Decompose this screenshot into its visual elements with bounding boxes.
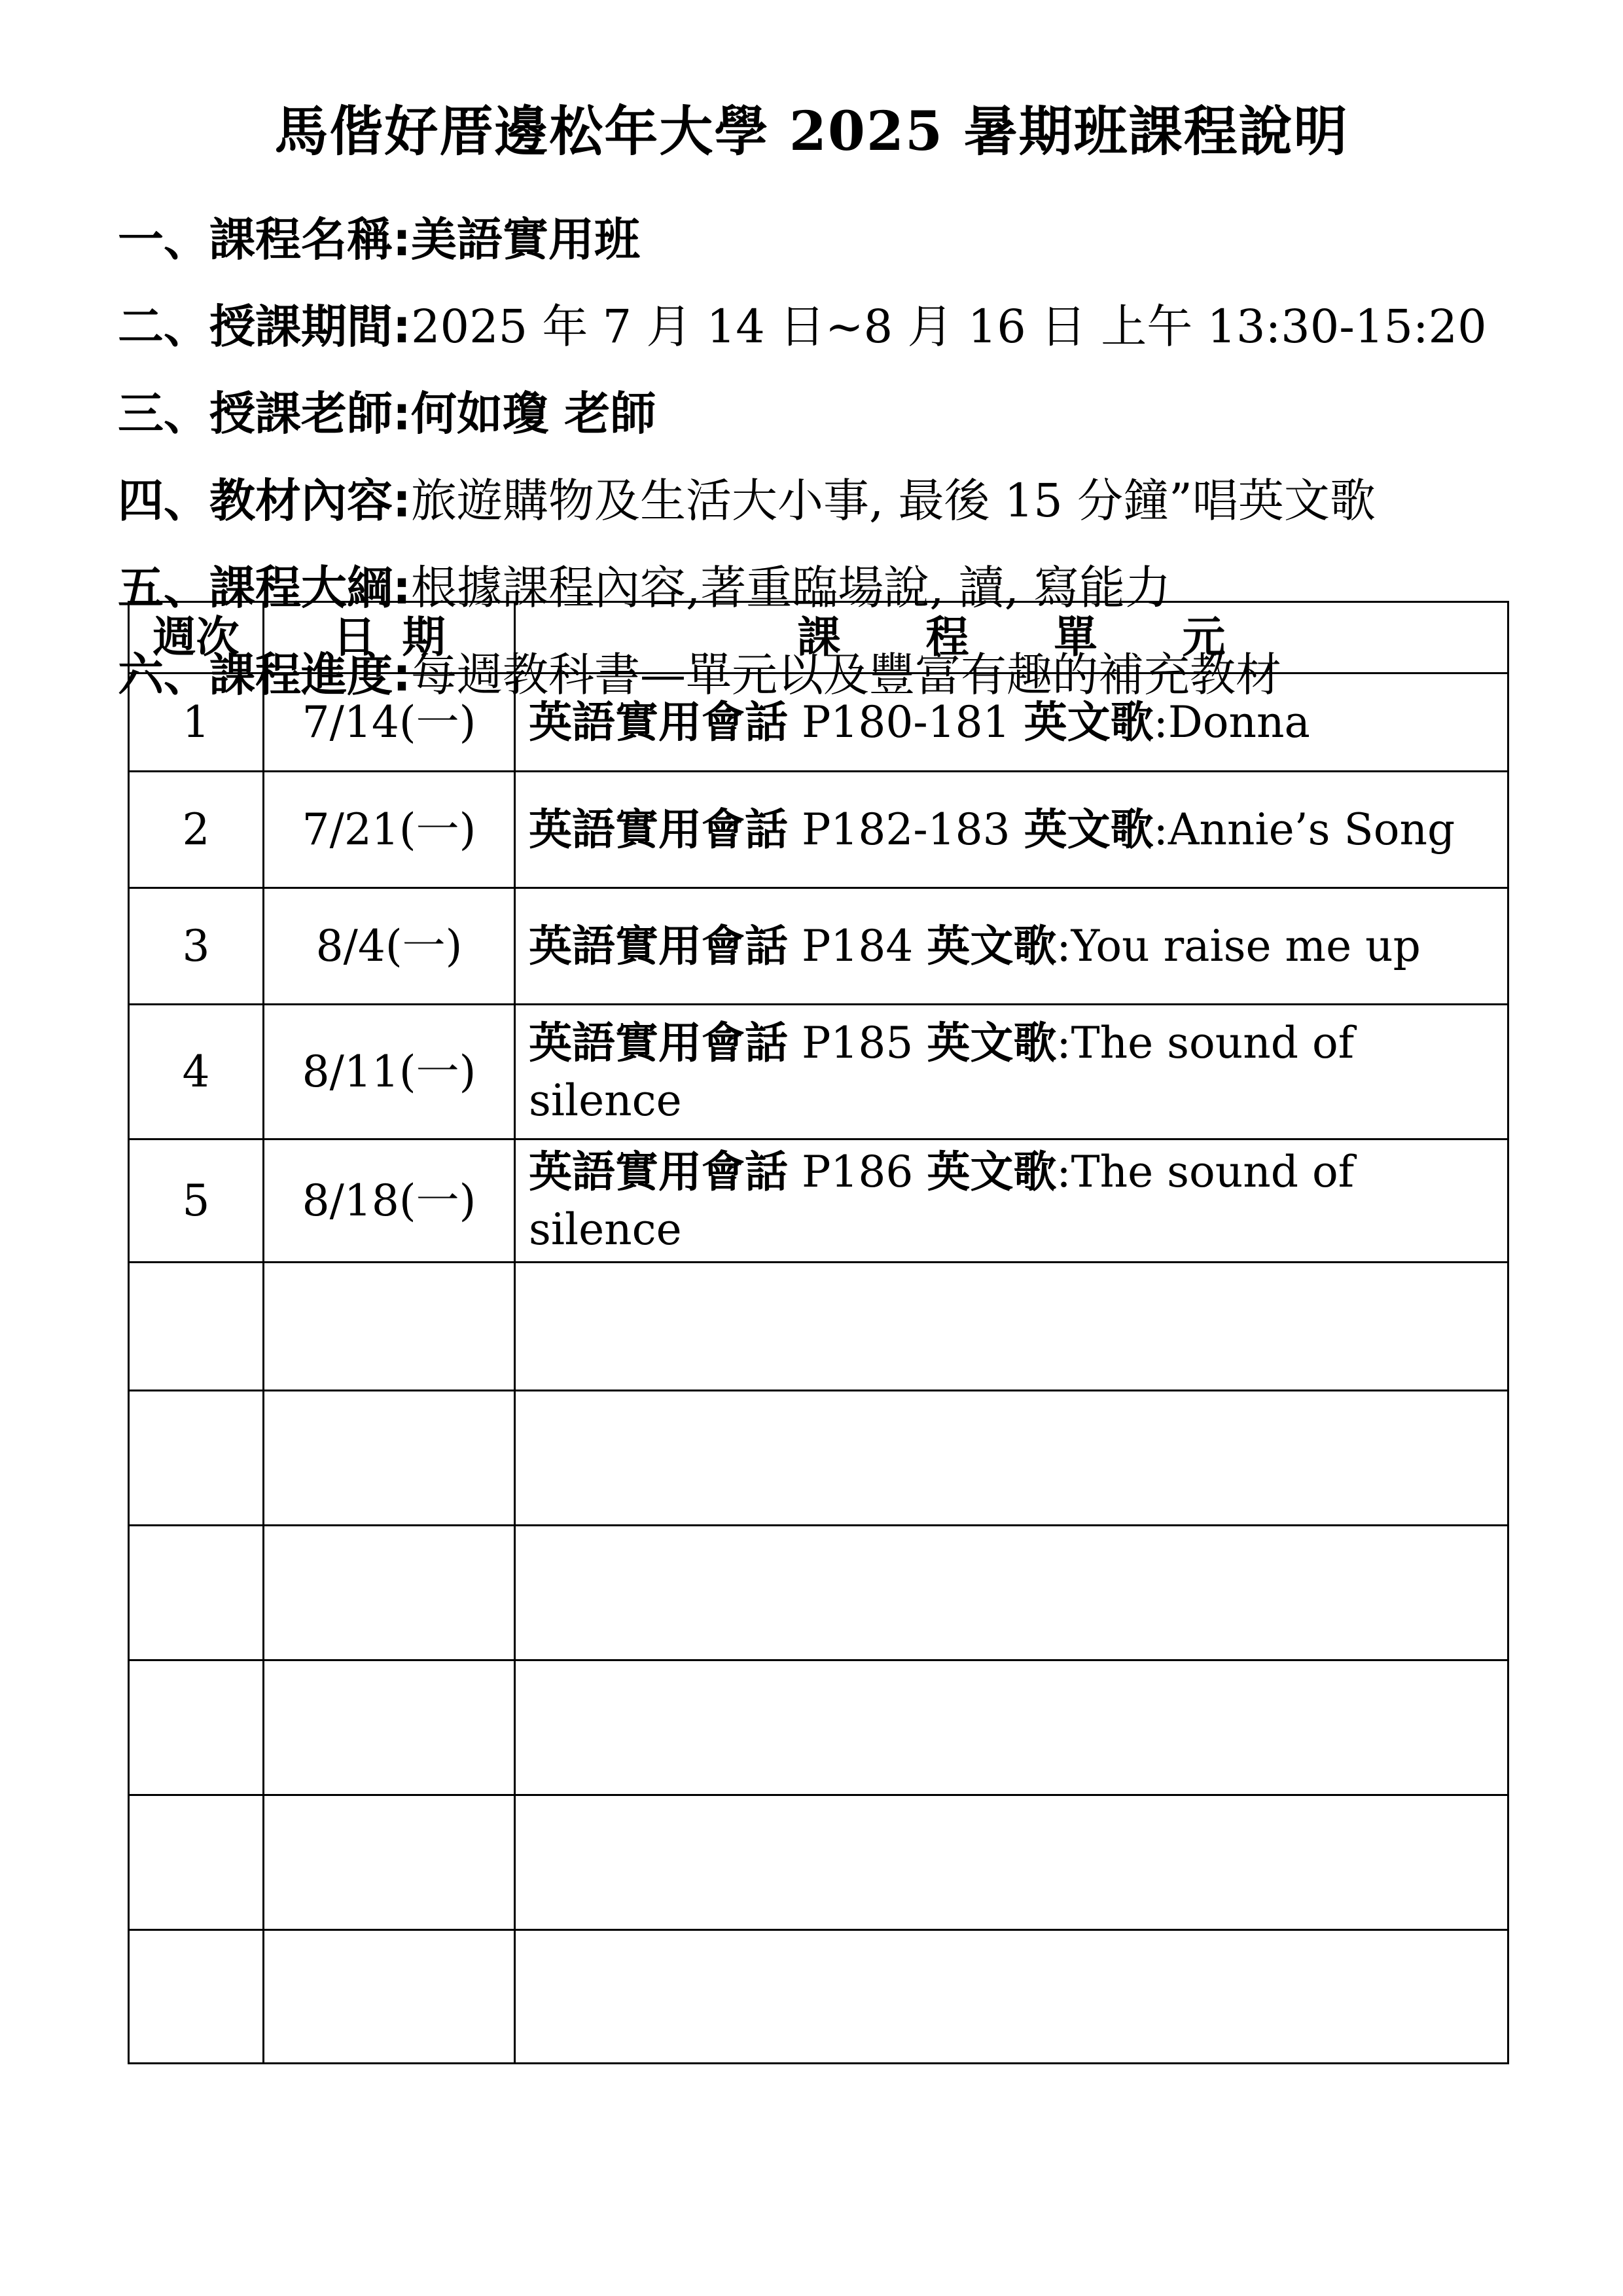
song-label: 英文歌 bbox=[1024, 696, 1154, 747]
info-course-name bbox=[118, 196, 1544, 283]
empty-cell bbox=[515, 1391, 1508, 1526]
unit-pages: P186 bbox=[788, 1146, 927, 1197]
empty-cell bbox=[129, 1526, 264, 1660]
song-title: :Donna bbox=[1153, 696, 1310, 747]
info-value: 何如瓊 老師 bbox=[411, 387, 656, 440]
info-label: 四、教材內容: bbox=[118, 474, 411, 528]
unit-name: 英語實用會話 bbox=[529, 804, 788, 855]
empty-cell bbox=[264, 1263, 515, 1391]
empty-table-row bbox=[129, 1930, 1508, 2064]
empty-cell bbox=[515, 1795, 1508, 1930]
cell-unit bbox=[515, 1005, 1508, 1139]
table-row bbox=[129, 673, 1508, 772]
info-period bbox=[118, 283, 1544, 370]
cell-date: 7/14(一) bbox=[264, 673, 515, 772]
cell-week: 2 bbox=[129, 772, 264, 888]
song-title: :You raise me up bbox=[1056, 920, 1421, 971]
info-label: 一、課程名稱: bbox=[118, 213, 411, 266]
empty-cell bbox=[515, 1263, 1508, 1391]
header-date: 日期 bbox=[264, 602, 515, 673]
table-row bbox=[129, 772, 1508, 888]
song-title: :The sound of silence bbox=[529, 1146, 1355, 1255]
song-label: 英文歌 bbox=[927, 1146, 1057, 1197]
empty-cell bbox=[264, 1930, 515, 2064]
cell-date: 7/21(一) bbox=[264, 772, 515, 888]
cell-date: 8/11(一) bbox=[264, 1005, 515, 1139]
info-label: 六、課程進度: bbox=[118, 648, 411, 702]
song-label: 英文歌 bbox=[1024, 804, 1154, 855]
info-materials bbox=[118, 457, 1544, 545]
empty-cell bbox=[129, 1660, 264, 1795]
unit-name: 英語實用會話 bbox=[529, 920, 788, 971]
empty-cell bbox=[515, 1930, 1508, 2064]
cell-week: 4 bbox=[129, 1005, 264, 1139]
cell-unit bbox=[515, 1139, 1508, 1263]
empty-cell bbox=[264, 1660, 515, 1795]
empty-cell bbox=[264, 1391, 515, 1526]
info-label: 三、授課老師: bbox=[118, 387, 411, 440]
table-row bbox=[129, 1139, 1508, 1263]
empty-cell bbox=[129, 1795, 264, 1930]
unit-name: 英語實用會話 bbox=[529, 1017, 788, 1068]
empty-cell bbox=[515, 1660, 1508, 1795]
info-label: 五、課程大綱: bbox=[118, 561, 411, 615]
empty-table-row bbox=[129, 1391, 1508, 1526]
schedule-table bbox=[128, 601, 1509, 2064]
song-title: :Annie’s Song bbox=[1153, 804, 1455, 855]
empty-table-row bbox=[129, 1795, 1508, 1930]
info-value: 每週教科書—單元以及豐富有趣的補充教材 bbox=[411, 648, 1281, 702]
cell-week: 3 bbox=[129, 888, 264, 1005]
table-header-row bbox=[129, 602, 1508, 673]
header-unit: 課程單元 bbox=[515, 602, 1508, 673]
song-label: 英文歌 bbox=[927, 920, 1057, 971]
document-title: 馬偕好厝邊松年大學 2025 暑期班課程說明 bbox=[274, 100, 1349, 163]
info-value: 美語實用班 bbox=[411, 213, 640, 266]
cell-date: 8/18(一) bbox=[264, 1139, 515, 1263]
unit-name: 英語實用會話 bbox=[529, 1146, 788, 1197]
empty-table-row bbox=[129, 1526, 1508, 1660]
empty-cell bbox=[129, 1263, 264, 1391]
empty-cell bbox=[515, 1526, 1508, 1660]
info-value: 旅遊購物及生活大小事, 最後 15 分鐘”唱英文歌 bbox=[411, 474, 1376, 528]
unit-pages: P182-183 bbox=[788, 804, 1024, 855]
info-label: 二、授課期間: bbox=[118, 300, 411, 353]
empty-cell bbox=[264, 1795, 515, 1930]
cell-unit bbox=[515, 888, 1508, 1005]
cell-unit bbox=[515, 772, 1508, 888]
empty-cell bbox=[264, 1526, 515, 1660]
table-row bbox=[129, 1005, 1508, 1139]
info-value: 根據課程內容,著重臨場說, 讀, 寫能力 bbox=[411, 561, 1171, 615]
table-row bbox=[129, 888, 1508, 1005]
song-label: 英文歌 bbox=[927, 1017, 1057, 1068]
cell-unit bbox=[515, 673, 1508, 772]
info-teacher bbox=[118, 370, 1544, 457]
empty-table-row bbox=[129, 1263, 1508, 1391]
empty-cell bbox=[129, 1930, 264, 2064]
empty-table-row bbox=[129, 1660, 1508, 1795]
empty-cell bbox=[129, 1391, 264, 1526]
song-title: :The sound of silence bbox=[529, 1017, 1355, 1126]
info-value: 2025 年 7 月 14 日~8 月 16 日 上午 13:30-15:20 bbox=[411, 300, 1487, 353]
unit-pages: P185 bbox=[788, 1017, 927, 1068]
cell-week: 1 bbox=[129, 673, 264, 772]
cell-week: 5 bbox=[129, 1139, 264, 1263]
unit-name: 英語實用會話 bbox=[529, 696, 788, 747]
unit-pages: P180-181 bbox=[788, 696, 1024, 747]
header-week: 週次 bbox=[129, 602, 264, 673]
cell-date: 8/4(一) bbox=[264, 888, 515, 1005]
unit-pages: P184 bbox=[788, 920, 927, 971]
